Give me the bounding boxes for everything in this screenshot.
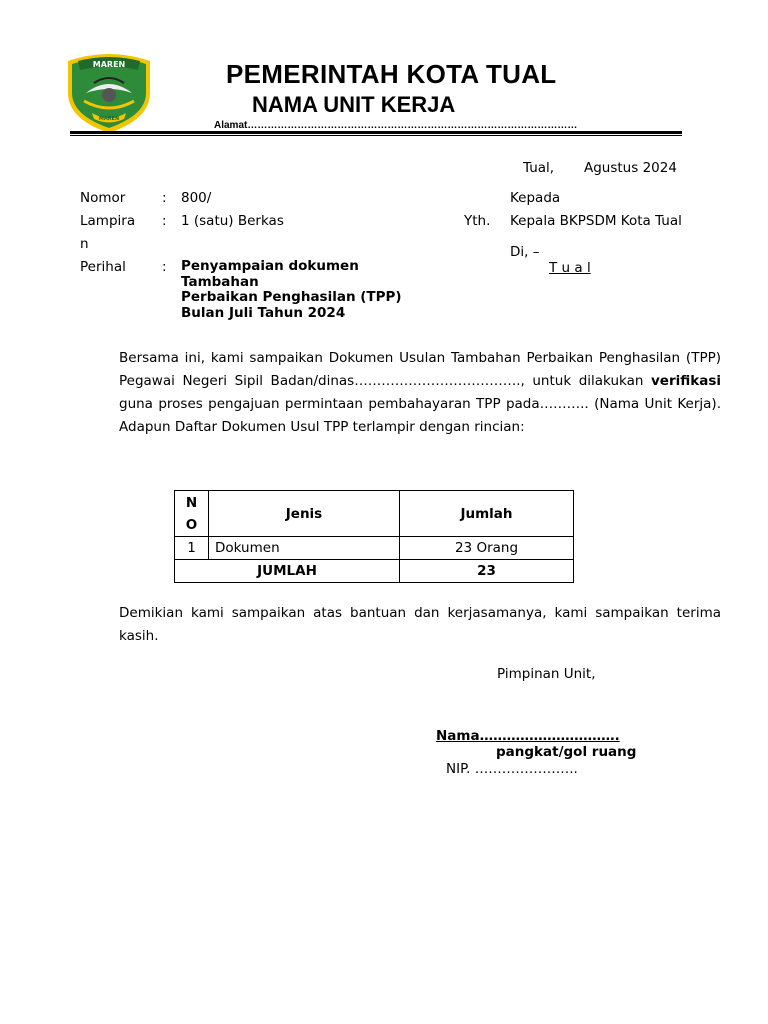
lampiran-label-cont: n	[80, 236, 89, 252]
table-header-row	[175, 491, 574, 537]
body-paragraph-2: Demikian kami sampaikan atas bantuan dan kerjasamanya, kami sampaikan terima kasih.	[119, 605, 721, 644]
header-jenis: Jenis	[209, 491, 400, 537]
perihal-line: Bulan Juli Tahun 2024	[181, 304, 346, 321]
date-place: Tual,	[523, 160, 555, 176]
svg-text:MAREN: MAREN	[92, 60, 126, 69]
row-jenis: Dokumen	[209, 537, 400, 560]
header-divider-thick	[70, 131, 682, 134]
recipient-di: Di, –	[510, 244, 540, 260]
recipient-yth: Yth.	[464, 213, 491, 229]
total-label: JUMLAH	[175, 560, 400, 583]
perihal-line: Perbaikan Penghasilan (TPP)	[181, 289, 402, 305]
perihal-colon: :	[162, 259, 167, 275]
lampiran-label: Lampira	[80, 213, 136, 229]
body-text: Bersama ini, kami sampaikan Dokumen Usulan Tambahan Perbaikan Penghasilan (TPP) Pegawai Negeri Sipil Badan/dinas………………………………., untuk dilakukan	[119, 350, 721, 389]
perihal-line: Tambahan	[181, 273, 259, 290]
row-no: 1	[175, 537, 209, 560]
perihal-label: Perihal	[80, 259, 126, 275]
signature-closing: Pimpinan Unit,	[497, 666, 596, 682]
lampiran-value: 1 (satu) Berkas	[181, 213, 284, 229]
header-no	[175, 491, 209, 537]
svg-text:MAREN: MAREN	[98, 116, 120, 122]
table-row	[175, 537, 574, 560]
header-no-line: N	[185, 494, 198, 511]
recipient-kepada: Kepada	[510, 190, 561, 206]
city-logo	[64, 53, 154, 135]
perihal-line: Penyampaian dokumen	[181, 258, 359, 274]
signature-name: Nama………………………….	[436, 728, 620, 744]
header-no-line: O	[185, 516, 198, 533]
signature-rank: pangkat/gol ruang	[496, 744, 637, 760]
body-emphasis: verifikasi	[651, 373, 721, 389]
header-jumlah: Jumlah	[400, 491, 574, 537]
unit-name: NAMA UNIT KERJA	[252, 92, 456, 117]
address-line: Alamat………………………………………………………………………………………	[214, 120, 578, 131]
date-value: Agustus 2024	[584, 160, 677, 176]
recipient-name: Kepala BKPSDM Kota Tual	[510, 213, 682, 229]
document-table	[174, 490, 574, 583]
page-title: PEMERINTAH KOTA TUAL	[226, 59, 557, 89]
nomor-label: Nomor	[80, 190, 126, 206]
total-value: 23	[400, 560, 574, 583]
lampiran-colon: :	[162, 213, 167, 229]
table-total-row	[175, 560, 574, 583]
nomor-value: 800/	[181, 190, 212, 206]
body-text: guna proses pengajuan permintaan pembahayaran TPP pada……….. (Nama Unit Kerja). Adapun Daftar Dokumen Usul TPP terlampir dengan rincian:	[119, 396, 721, 435]
nomor-colon: :	[162, 190, 167, 206]
perihal-value	[181, 259, 402, 321]
header-divider-thin	[70, 135, 682, 136]
row-jumlah: 23 Orang	[400, 537, 574, 560]
signature-nip: NIP. …………………..	[446, 761, 578, 777]
body-paragraph-1	[119, 347, 721, 439]
recipient-city: T u a l	[549, 260, 591, 276]
